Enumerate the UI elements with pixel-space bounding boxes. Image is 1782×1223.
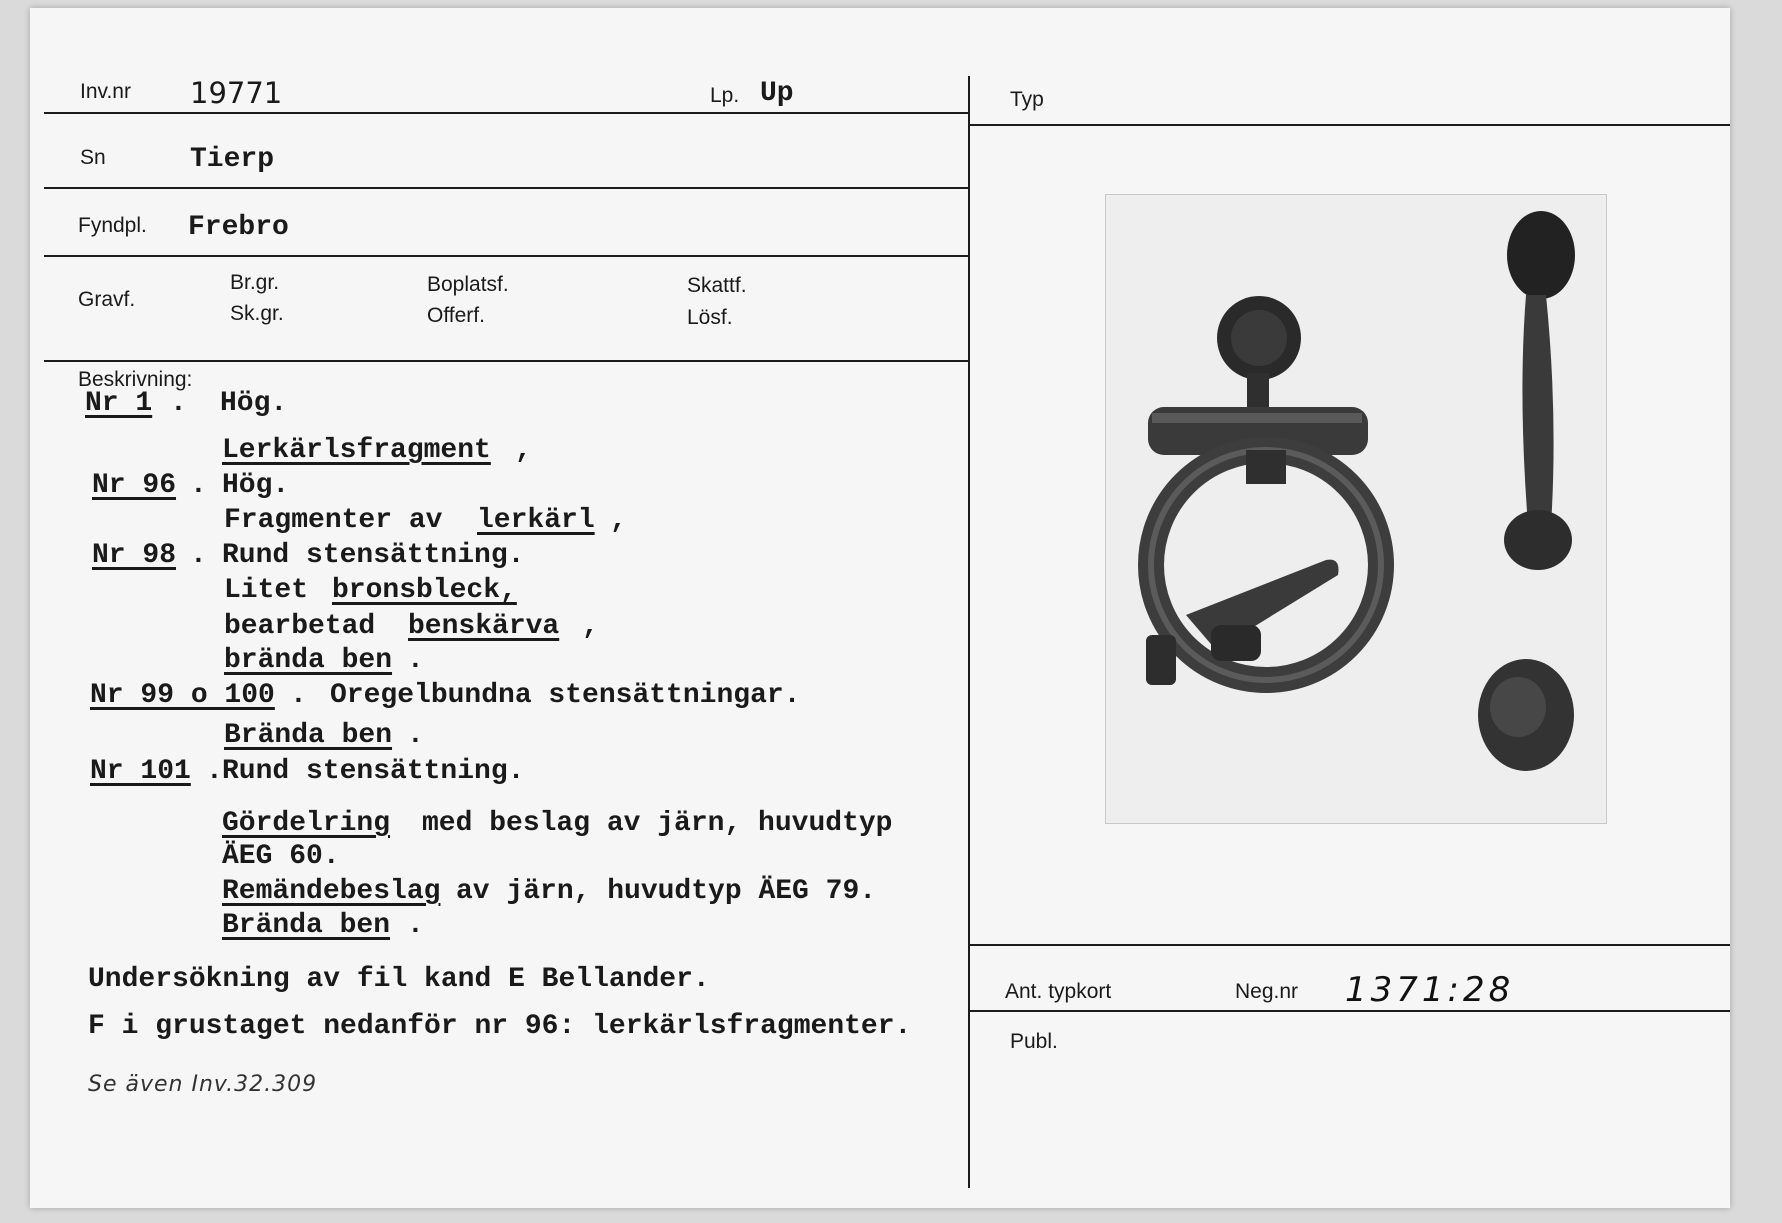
row-line-sn [44, 187, 968, 189]
nr101-line3-a: Remändebeslag [222, 876, 441, 907]
nr101-text: Rund stensättning. [222, 756, 525, 787]
nr96-item-comma: , [610, 505, 627, 536]
artifact-photo-icon [1106, 195, 1606, 823]
lp-label: Lp. [710, 84, 740, 107]
fyndpl-value: Frebro [188, 212, 289, 243]
boplatsf-label: Boplatsf. [427, 273, 509, 296]
inv-nr-value: 19771 [190, 76, 283, 110]
br-gr-label: Br.gr. [230, 271, 280, 294]
nr1-item-comma: , [515, 435, 532, 466]
nr98-line2-b: benskärva [408, 611, 560, 642]
nr101-line1-b: med beslag av järn, huvudtyp [422, 808, 893, 839]
row-line-inv [44, 112, 968, 114]
neg-nr-label: Neg.nr [1235, 980, 1299, 1003]
typ-label: Typ [1010, 88, 1044, 111]
nr101-label: Nr 101 [90, 756, 191, 787]
nr99-label: Nr 99 o 100 [90, 680, 275, 711]
neg-nr-value: 1371:28 [1345, 970, 1515, 1010]
inv-nr-label: Inv.nr [80, 80, 131, 103]
gravf-label: Gravf. [78, 288, 136, 311]
offerf-label: Offerf. [427, 304, 485, 327]
nr99-dot: . [290, 680, 307, 711]
fyndpl-label: Fyndpl. [78, 214, 147, 237]
nr99-item: Brända ben [224, 720, 393, 751]
nr101-line4: Brända ben [222, 910, 391, 941]
nr101-dot: . [206, 756, 223, 787]
row-line-fyndpl [44, 255, 968, 257]
nr101-line3-b: av järn, huvudtyp ÄEG 79. [456, 876, 877, 907]
nr99-item-dot: . [407, 720, 424, 751]
fi-note: F i grustaget nedanför nr 96: lerkärlsfragmenter. [88, 1011, 912, 1042]
row-line-typkort-top [970, 944, 1730, 946]
nr98-text: Rund stensättning. [222, 540, 525, 571]
nr98-line1-b: bronsbleck, [332, 575, 517, 606]
nr101-line1-a: Gördelring [222, 808, 391, 839]
losf-label: Lösf. [687, 306, 733, 329]
nr1-dot: . [170, 388, 187, 419]
nr98-line3: brända ben [224, 645, 393, 676]
skattf-label: Skattf. [687, 274, 747, 297]
nr1-text: Hög. [220, 388, 288, 419]
nr99-text: Oregelbundna stensättningar. [330, 680, 801, 711]
sk-gr-label: Sk.gr. [230, 302, 284, 325]
nr98-line2-comma: , [582, 611, 599, 642]
nr1-item: Lerkärlsfragment [222, 435, 491, 466]
nr1-label: Nr 1 [85, 388, 153, 419]
publ-label: Publ. [1010, 1030, 1058, 1053]
ant-typkort-label: Ant. typkort [1005, 980, 1112, 1003]
nr98-label: Nr 98 [92, 540, 177, 571]
nr98-dot: . [190, 540, 207, 571]
nr96-text: Hög. [222, 470, 290, 501]
row-line-typ [970, 124, 1730, 126]
nr101-line2: ÄEG 60. [222, 841, 340, 872]
nr98-line1-a: Litet [224, 575, 309, 606]
nr101-line4-dot: . [407, 910, 424, 941]
nr96-dot: . [190, 470, 207, 501]
lp-value: Up [760, 78, 794, 109]
row-line-typkort-bottom [970, 1010, 1730, 1012]
nr98-line3-dot: . [407, 645, 424, 676]
undersokning-note: Undersökning av fil kand E Bellander. [88, 964, 710, 995]
nr98-line2-a: bearbetad [224, 611, 376, 642]
nr96-label: Nr 96 [92, 470, 177, 501]
center-divider [968, 76, 970, 1188]
nr96-item-a: Fragmenter av [224, 505, 443, 536]
sn-value: Tierp [190, 144, 275, 175]
beskrivning-label: Beskrivning: [78, 368, 193, 391]
row-line-gravf [44, 360, 968, 362]
se-aven-handwritten: Se även Inv.32.309 [88, 1072, 318, 1097]
catalog-card [30, 8, 1730, 1208]
artifact-photo [1105, 194, 1607, 824]
sn-label: Sn [80, 146, 106, 169]
nr96-item-b: lerkärl [477, 505, 595, 536]
